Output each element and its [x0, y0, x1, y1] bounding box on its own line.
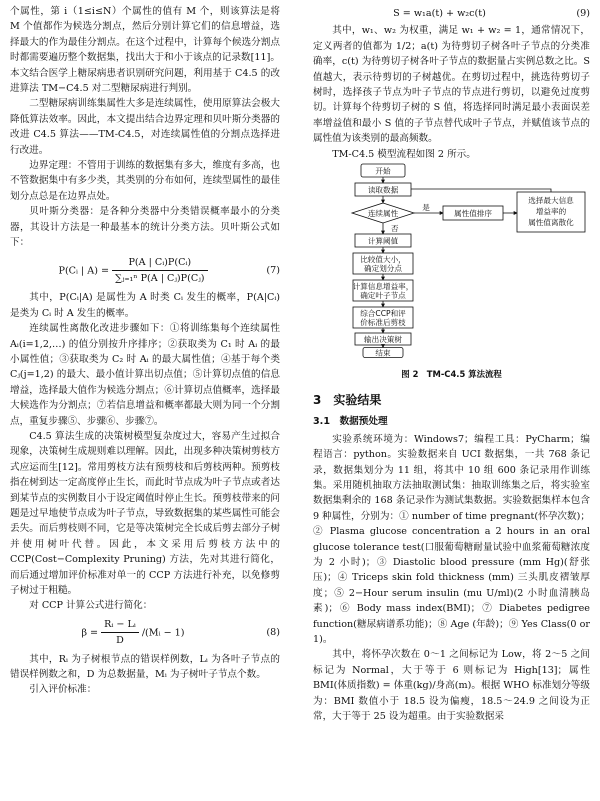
paragraph-pruning: C4.5 算法生成的决策树模型复杂度过大，容易产生过拟合现象，决策树生成规则难以理解。因此，出现多种决策树剪枝方式应运而生[12]。常用剪枝方法有预剪枝和后剪枝两种。预剪枝指在树到达一定高度停止生长，而此时节点成为叶子节点或者达到某节点的实例数目小于设定阈值时停止生长。预剪枝带来的问题是过早地使节点成为叶子节点，导致数据集的某些属性可能会丢失。而后剪枝则不同，它是等决策树完全长成后剪去部分子树并使用树叶代替。因此，本文采用后剪枝方法中的 CCP(Cost−Complexity Pruning) 方法，先对其进行简化，而后通过增加评价标准对单一的 CCP 方法进行补充，以免修剪子树过于粗糙。	[10, 430, 280, 597]
equation-7	[10, 255, 280, 287]
svg-text:属性值离散化: 属性值离散化	[528, 218, 574, 228]
paragraph-where-9: 其中，w₁、w₂ 为权重，满足 w₁ + w₂ = 1，通常情况下，定义两者的值都为 1/2；a(t) 为待剪切子树各叶子节点的分类准确率，c(t) 为待剪切子树各叶子节点的数据量占实例总数之比。S 值越大，表示待剪切的子树越优。在剪切过程中，挑选待剪切子树时，选择孩子节点为叶子节点的节点进行剪切，以避免过度剪切。计算每个待剪切子树的 S 值，将选择同时满足最小表面误差率增益值和最小 S 值的子节点替代成叶子节点，并赋值该节点的属性值为该类别的最高频数。	[313, 25, 590, 145]
right-column	[313, 4, 590, 724]
flow-read-data-label: 读取数据	[367, 185, 399, 195]
flowchart	[313, 162, 590, 358]
paragraph-figure-ref: TM-C4.5 模型流程如图 2 所示。	[332, 148, 476, 160]
flow-compare-label: 比较值大小，	[360, 255, 406, 265]
flow-calc-gain-label: 计算信息增益率，	[352, 282, 414, 292]
flow-output-label: 输出决策树	[364, 335, 402, 345]
flow-prune-label: 综合CCP和评	[360, 309, 406, 319]
equation-8-number: (8)	[266, 627, 280, 639]
left-column	[10, 4, 280, 698]
svg-text:确定叶子节点: 确定叶子节点	[360, 291, 406, 301]
paragraph-boundary-theorem: 边界定理：不管用于训练的数据集有多大，维度有多高，也不管数据集中有多少类，其类别的分布如何，连续型属性的最佳划分点总是在边界点处。	[10, 160, 280, 202]
svg-text:价标准后剪枝: 价标准后剪枝	[360, 318, 406, 328]
flow-sort-label: 属性值排序	[454, 209, 492, 219]
paragraph-modification: 二型糖尿病训练集属性大多是连续属性，使用原算法会极大降低算法效率。因此，本文提出结合边界定理和贝叶斯分类器的改进 C4.5 算法——TM-C4.5，对连续属性值的分割点选择进行改进。	[10, 98, 280, 156]
equation-7-denominator: ∑ⱼ₌₁ⁿ P(A | Cⱼ)P(Cⱼ)	[115, 272, 205, 284]
flow-yes-label: 是	[422, 203, 430, 213]
flow-no-label: 否	[391, 224, 399, 234]
flow-start-label: 开始	[375, 166, 391, 176]
paragraph-where-7: 其中，P(Cᵢ|A) 是属性为 A 时类 Cᵢ 发生的概率，P(A|Cᵢ) 是类为 Cᵢ 时 A 发生的概率。	[10, 292, 280, 319]
equation-7-lhs: P(Cᵢ | A) =	[58, 264, 110, 276]
paragraph-bayes-classifier: 贝叶斯分类器：是各种分类器中分类错误概率最小的分类器，其设计方法是一种最基本的统计分类方法。贝叶斯公式如下：	[10, 206, 280, 249]
paragraph-eval: 引入评价标准：	[29, 684, 97, 696]
paragraph-environment: 实验系统环境为：Windows7；编程工具：PyCharm；编程语言：python。实验数据来自 UCI 数据集，一共 768 条记录，数据集划分为 11 组，将其中 10 组 600 条记录用作训练集。采用随机抽取方法抽取测试集：抽取训练集之后，将实验室数据集剩余的 168 条记录作为测试集数据。实验数据集样本包含 9 种属性，分别为：① number of time pregnant(怀孕次数)；② Plasma glucose concentration a 2 hours in an oral glucose tolerance test(口服葡萄糖耐量试验中血浆葡萄糖浓度为 2 小时)；③ Diastolic blood pressure (mm Hg)(舒张压)；④ Triceps skin fold thickness (mm) 三头肌皮褶皱厚度；⑤ 2−Hour serum insulin (mu U/ml)(2 小时血清胰岛素)；⑥ Body mass index(BMI)；⑦ Diabetes pedigree function(糖尿病谱系功能)；⑧ Age (年龄)；⑨ Yes Class(0 or 1)。	[313, 433, 590, 645]
equation-8-denominator: D	[116, 635, 124, 647]
equation-8-numerator: Rᵢ − Lᵢ	[101, 617, 139, 633]
paragraph-where-8: 其中，Rᵢ 为子树根节点的错误样例数，Lᵢ 为各叶子节点的错误样例数之和，D 为总数据量，Mᵢ 为子树叶子节点个数。	[10, 653, 280, 681]
equation-9	[313, 6, 590, 21]
svg-text:确定划分点: 确定划分点	[364, 264, 402, 274]
equation-8	[10, 617, 280, 649]
equation-7-numerator: P(A | Cᵢ)P(Cᵢ)	[112, 255, 207, 271]
equation-9-number: (9)	[576, 8, 590, 19]
flow-select-max-gain-label: 选择最大信息	[528, 196, 574, 206]
flow-continuous-attr-label: 连续属性	[367, 209, 399, 219]
paragraph-ccp: 对 CCP 计算公式进行简化：	[29, 600, 153, 612]
svg-text:增益率的: 增益率的	[535, 207, 567, 217]
paragraph-steps: 连续属性离散化改进步骤如下：①将训练集每个连续属性 Aᵢ(i=1,2,…) 的值分别按升序排序；②获取类为 C₁ 时 Aᵢ 的最小属性值；③获取类为 C₂ 时 Aᵢ 的最大属性值；④基于每个类 Cⱼ(j=1,2) 的最大、最小值计算出切点值；⑤计算切点值的信息增益，选择最大值作为候选分割点；⑥计算切点值概率，选择最大候选作为分割点；⑦若信息增益和概率都最大则为同一个分割点，重复步骤⑤、步骤⑥、步骤⑦。	[10, 323, 280, 427]
figure-caption: 图 2 TM-C4.5 算法流程	[401, 369, 502, 380]
equation-8-tail: /(Mᵢ − 1)	[141, 627, 185, 639]
flow-end-label: 结束	[375, 348, 391, 358]
equation-9-formula: S = w₁a(t) + w₂c(t)	[393, 8, 486, 19]
paragraph-bmi: 其中，将怀孕次数在 0～1 之间标记为 Low，将 2～5 之间标记为 Normal，大于等于 6 则标记为 High[13]；属性 BMI(体质指数) = 体重(kg)/身高(m)。根据 WHO 标准划分等级为：BMI 数值小于 18.5 设为偏瘦，18.5～24.9 之间设为正常，大于等于 25 设为超重。由于实验数据采	[313, 649, 590, 722]
section-heading: 3 实验结果	[313, 392, 382, 407]
flow-calc-threshold-label: 计算阈值	[367, 236, 399, 246]
equation-8-lhs: β =	[81, 627, 99, 639]
paragraph-intro: 个属性，第 i（1≤i≤N）个属性的值有 M 个，则该算法是将 M 个值都作为候选分割点，然后分别计算它们的信息增益，选择最大的作为最佳分割点。在这个过程中，计算每个候选分割点时都需要遍历整个数据集，找出大于和小于该点的记录数[11]。本文结合医学上糖尿病患者识别研究问题，利用基于 C4.5 的改进算法 TM−C4.5 对二型糖尿病进行判别。	[10, 6, 280, 95]
subsection-heading: 3.1 数据预处理	[313, 416, 388, 428]
equation-7-number: (7)	[266, 264, 280, 276]
